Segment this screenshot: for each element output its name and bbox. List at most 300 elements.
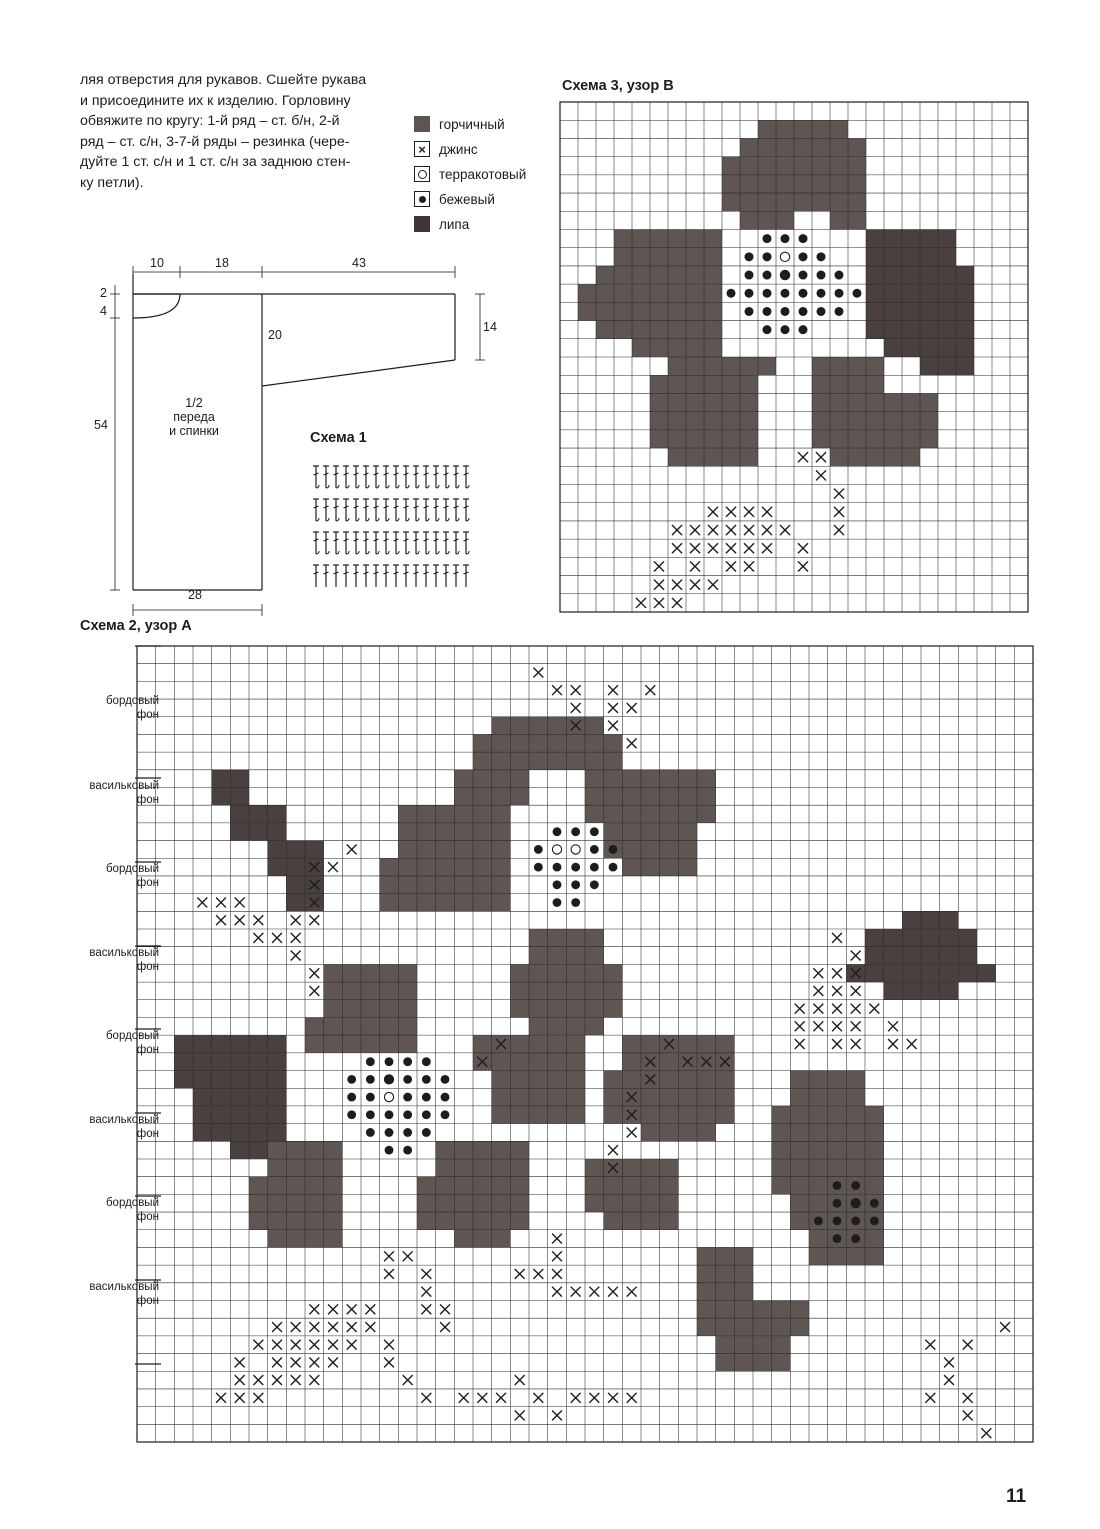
stitch-symbol bbox=[403, 565, 409, 587]
cross-stitch-icon bbox=[813, 1021, 823, 1031]
stitch-symbol bbox=[443, 565, 449, 587]
cross-stitch-icon bbox=[888, 1039, 898, 1049]
cross-stitch-icon bbox=[328, 1304, 338, 1314]
motif-cell-block bbox=[632, 339, 722, 357]
dot-stitch-icon bbox=[835, 271, 844, 280]
dot-stitch-icon bbox=[833, 1234, 842, 1243]
stitch-symbol bbox=[323, 532, 329, 554]
cross-stitch-icon bbox=[291, 1340, 301, 1350]
dim-label: 43 bbox=[352, 256, 366, 270]
stitch-symbol bbox=[363, 532, 369, 554]
cross-stitch-icon bbox=[589, 1287, 599, 1297]
dot-stitch-icon bbox=[422, 1110, 431, 1119]
side-label-line1: васильковый bbox=[89, 780, 159, 792]
cross-stitch-icon bbox=[654, 598, 664, 608]
cross-stitch-icon bbox=[744, 507, 754, 517]
cross-stitch-icon bbox=[816, 452, 826, 462]
cross-stitch-icon bbox=[726, 525, 736, 535]
stitch-symbol bbox=[363, 466, 369, 488]
stitch-symbol bbox=[423, 466, 429, 488]
cross-stitch-icon bbox=[963, 1340, 973, 1350]
cross-stitch-icon bbox=[384, 1251, 394, 1261]
cross-stitch-icon bbox=[328, 1357, 338, 1367]
dot-stitch-icon bbox=[799, 307, 808, 316]
cross-stitch-icon bbox=[869, 1004, 879, 1014]
cross-stitch-icon bbox=[328, 1340, 338, 1350]
cross-stitch-icon bbox=[708, 525, 718, 535]
stitch-symbol bbox=[343, 532, 349, 554]
side-label-line2: фон bbox=[136, 877, 159, 889]
cross-stitch-icon bbox=[813, 986, 823, 996]
motif-cell-block bbox=[454, 1230, 510, 1248]
cross-stitch-icon bbox=[672, 543, 682, 553]
dot-stitch-icon bbox=[366, 1075, 375, 1084]
stitch-symbol bbox=[383, 499, 389, 521]
stitch-symbol bbox=[333, 532, 339, 554]
stitch-symbol bbox=[413, 565, 419, 587]
dim-label: 18 bbox=[215, 256, 229, 270]
stitch-symbol bbox=[463, 499, 469, 521]
stitch-symbol bbox=[323, 565, 329, 587]
cross-stitch-icon bbox=[963, 1393, 973, 1403]
cross-stitch-icon bbox=[365, 1304, 375, 1314]
cross-stitch-icon bbox=[627, 1393, 637, 1403]
cross-stitch-icon bbox=[608, 685, 618, 695]
cross-stitch-icon bbox=[309, 986, 319, 996]
stitch-symbol bbox=[403, 532, 409, 554]
cross-stitch-icon bbox=[309, 1322, 319, 1332]
cross-stitch-icon bbox=[421, 1393, 431, 1403]
side-label-line2: фон bbox=[136, 1044, 159, 1056]
motif-cell-block bbox=[492, 1071, 585, 1124]
motif-cell-block bbox=[249, 1177, 342, 1230]
dot-stitch-icon bbox=[347, 1093, 356, 1102]
stitch-symbol bbox=[353, 565, 359, 587]
cross-stitch-icon bbox=[515, 1411, 525, 1421]
dim-label: 20 bbox=[268, 328, 282, 342]
side-label-line2: фон bbox=[136, 1211, 159, 1223]
motif-cell-block bbox=[585, 770, 716, 823]
cross-stitch-icon bbox=[477, 1393, 487, 1403]
dot-stitch-icon bbox=[609, 863, 618, 872]
legend-label: терракотовый bbox=[439, 166, 527, 182]
dot-stitch-icon bbox=[835, 289, 844, 298]
cross-stitch-icon bbox=[253, 1375, 263, 1385]
stitch-symbol bbox=[463, 565, 469, 587]
dot-stitch-icon bbox=[745, 271, 754, 280]
dot-stitch-icon bbox=[553, 880, 562, 889]
dot-stitch-icon bbox=[366, 1093, 375, 1102]
dot-stitch-icon bbox=[366, 1128, 375, 1137]
cross-stitch-icon bbox=[309, 1304, 319, 1314]
stitch-symbol bbox=[383, 532, 389, 554]
dot-stitch-icon bbox=[422, 1093, 431, 1102]
side-label-line1: васильковый bbox=[89, 1281, 159, 1293]
dim-label: 10 bbox=[150, 256, 164, 270]
motif-cell-block bbox=[884, 339, 974, 357]
cross-stitch-icon bbox=[832, 1021, 842, 1031]
cross-stitch-icon bbox=[672, 598, 682, 608]
piece-label bbox=[164, 396, 224, 438]
dot-stitch-icon bbox=[781, 289, 790, 298]
stitch-symbol bbox=[433, 466, 439, 488]
cross-stitch-icon bbox=[1000, 1322, 1010, 1332]
cross-stitch-icon bbox=[726, 507, 736, 517]
cross-stitch-icon bbox=[851, 986, 861, 996]
intro-line: ку петли). bbox=[80, 174, 144, 191]
cross-stitch-icon bbox=[533, 1393, 543, 1403]
cross-stitch-icon bbox=[944, 1357, 954, 1367]
dot-stitch-icon bbox=[441, 1110, 450, 1119]
stitch-symbol bbox=[393, 499, 399, 521]
cross-stitch-icon bbox=[253, 1393, 263, 1403]
stitch-symbol bbox=[373, 466, 379, 488]
cross-stitch-icon bbox=[708, 543, 718, 553]
stitch-symbol bbox=[313, 532, 319, 554]
cross-stitch-icon bbox=[851, 1004, 861, 1014]
stitch-symbol bbox=[343, 499, 349, 521]
cross-stitch-icon bbox=[654, 580, 664, 590]
dot-stitch-icon bbox=[571, 863, 580, 872]
dot-stitch-icon bbox=[799, 234, 808, 243]
stitch-symbol bbox=[343, 466, 349, 488]
cross-stitch-icon bbox=[440, 1322, 450, 1332]
cross-stitch-icon bbox=[291, 933, 301, 943]
schema2-chart-grid bbox=[137, 646, 1033, 1442]
side-label-line2: фон bbox=[136, 1128, 159, 1140]
side-label-line1: васильковый bbox=[89, 1114, 159, 1126]
stitch-symbol bbox=[453, 499, 459, 521]
schema3-chart-grid bbox=[560, 102, 1028, 612]
cross-stitch-icon bbox=[421, 1269, 431, 1279]
cross-stitch-icon bbox=[440, 1304, 450, 1314]
ring-stitch-icon bbox=[780, 252, 789, 261]
cross-stitch-icon bbox=[421, 1304, 431, 1314]
dot-stitch-icon bbox=[366, 1057, 375, 1066]
cross-stitch-icon bbox=[421, 1287, 431, 1297]
motif-cell-block bbox=[758, 120, 848, 138]
cross-stitch-icon bbox=[798, 561, 808, 571]
cross-stitch-icon bbox=[253, 933, 263, 943]
cross-stitch-icon bbox=[851, 1021, 861, 1031]
cross-stitch-icon bbox=[533, 668, 543, 678]
dot-stitch-icon bbox=[385, 1146, 394, 1155]
motif-cell-block bbox=[585, 1159, 678, 1212]
piece-label-line: переда bbox=[173, 410, 215, 424]
cross-stitch-icon bbox=[795, 1039, 805, 1049]
side-label-line1: бордовый bbox=[105, 1197, 159, 1209]
stitch-symbol bbox=[433, 565, 439, 587]
stitch-symbol bbox=[373, 532, 379, 554]
cross-stitch-icon bbox=[636, 598, 646, 608]
cross-stitch-icon bbox=[690, 561, 700, 571]
cross-stitch-icon bbox=[272, 933, 282, 943]
motif-cell-block bbox=[920, 357, 974, 375]
cross-stitch-icon bbox=[272, 1340, 282, 1350]
cross-stitch-icon bbox=[608, 1393, 618, 1403]
dot-stitch-icon bbox=[781, 234, 790, 243]
cross-stitch-icon bbox=[365, 1322, 375, 1332]
dot-stitch-icon bbox=[590, 845, 599, 854]
stitch-symbol bbox=[333, 499, 339, 521]
cross-stitch-icon bbox=[832, 933, 842, 943]
dot-stitch-icon bbox=[781, 307, 790, 316]
cross-stitch-icon bbox=[672, 580, 682, 590]
motif-cell-block bbox=[596, 321, 722, 339]
dot-stitch-icon bbox=[835, 307, 844, 316]
cross-stitch-icon bbox=[851, 1039, 861, 1049]
dot-stitch-icon bbox=[763, 252, 772, 261]
cross-stitch-icon bbox=[708, 580, 718, 590]
motif-cell-block bbox=[740, 138, 866, 156]
page-number: 11 bbox=[1006, 1486, 1027, 1507]
dot-stitch-icon bbox=[553, 898, 562, 907]
cross-stitch-icon bbox=[813, 968, 823, 978]
cross-stitch-icon bbox=[347, 1322, 357, 1332]
cross-stitch-icon bbox=[744, 543, 754, 553]
cross-stitch-icon bbox=[795, 1004, 805, 1014]
side-label-line2: фон bbox=[136, 1295, 159, 1307]
cross-swatch-icon: × bbox=[414, 141, 430, 157]
cross-stitch-icon bbox=[291, 951, 301, 961]
cross-stitch-icon bbox=[291, 915, 301, 925]
stitch-symbol bbox=[333, 565, 339, 587]
cross-stitch-icon bbox=[347, 844, 357, 854]
grid-lines bbox=[560, 102, 1028, 612]
cross-stitch-icon bbox=[981, 1428, 991, 1438]
cross-stitch-icon bbox=[552, 1269, 562, 1279]
dot-stitch-icon bbox=[745, 252, 754, 261]
cross-stitch-icon bbox=[813, 1004, 823, 1014]
dot-stitch-icon bbox=[814, 1216, 823, 1225]
cross-stitch-icon bbox=[235, 915, 245, 925]
dot-stitch-icon bbox=[441, 1093, 450, 1102]
dot-stitch-icon bbox=[763, 307, 772, 316]
intro-line: ляя отверстия для рукавов. Сшейте рукава bbox=[80, 72, 367, 88]
cross-stitch-icon bbox=[515, 1375, 525, 1385]
side-label-line1: бордовый bbox=[105, 695, 159, 707]
dot-stitch-icon bbox=[553, 827, 562, 836]
dot-stitch-icon bbox=[403, 1128, 412, 1137]
dot-stitch-icon bbox=[870, 1216, 879, 1225]
cross-stitch-icon bbox=[571, 703, 581, 713]
schema3-title: Схема 3, узор В bbox=[562, 78, 674, 94]
cross-stitch-icon bbox=[384, 1269, 394, 1279]
stitch-symbol bbox=[353, 532, 359, 554]
stitch-symbol bbox=[313, 499, 319, 521]
legend-label: горчичный bbox=[439, 116, 505, 132]
ring-stitch-icon bbox=[552, 845, 561, 854]
cross-stitch-icon bbox=[496, 1393, 506, 1403]
cross-stitch-icon bbox=[834, 525, 844, 535]
legend-label: бежевый bbox=[439, 191, 495, 207]
dot-stitch-icon bbox=[403, 1075, 412, 1084]
cross-stitch-icon bbox=[459, 1393, 469, 1403]
cross-stitch-icon bbox=[291, 1322, 301, 1332]
stitch-symbol bbox=[453, 532, 459, 554]
cross-stitch-icon bbox=[608, 721, 618, 731]
stitch-symbol bbox=[393, 565, 399, 587]
intro-line: дуйте 1 ст. с/н и 1 ст. с/н за заднюю стен- bbox=[80, 154, 351, 170]
motif-cell-block bbox=[380, 858, 511, 911]
cross-stitch-icon bbox=[589, 1393, 599, 1403]
stitch-symbol bbox=[403, 499, 409, 521]
dim-label: 14 bbox=[483, 320, 497, 334]
stitch-symbol bbox=[423, 565, 429, 587]
dot-stitch-icon bbox=[745, 289, 754, 298]
stitch-symbol bbox=[313, 466, 319, 488]
stitch-symbol bbox=[463, 532, 469, 554]
cross-stitch-icon bbox=[216, 915, 226, 925]
cross-stitch-icon bbox=[384, 1357, 394, 1367]
cross-stitch-icon bbox=[726, 561, 736, 571]
stitch-symbol bbox=[323, 466, 329, 488]
side-label-line1: бордовый bbox=[105, 863, 159, 875]
stitch-symbol bbox=[423, 499, 429, 521]
cross-stitch-icon bbox=[328, 1322, 338, 1332]
legend-label: липа bbox=[439, 216, 470, 232]
cross-stitch-icon bbox=[571, 685, 581, 695]
cross-stitch-icon bbox=[795, 1021, 805, 1031]
dot-stitch-icon bbox=[833, 1199, 842, 1208]
dot-stitch-icon bbox=[422, 1128, 431, 1137]
side-label-line1: бордовый bbox=[105, 1030, 159, 1042]
dot-stitch-icon bbox=[781, 325, 790, 334]
cross-stitch-icon bbox=[708, 507, 718, 517]
dot-stitch-icon bbox=[745, 307, 754, 316]
stitch-symbol bbox=[423, 532, 429, 554]
cross-stitch-icon bbox=[291, 1357, 301, 1367]
stitch-symbol bbox=[453, 466, 459, 488]
stitch-symbol bbox=[443, 532, 449, 554]
cross-stitch-icon bbox=[832, 986, 842, 996]
cross-stitch-icon bbox=[834, 507, 844, 517]
cross-stitch-icon bbox=[235, 898, 245, 908]
cross-stitch-icon bbox=[832, 1004, 842, 1014]
dim-label: 2 bbox=[100, 286, 107, 300]
cross-stitch-icon bbox=[608, 1145, 618, 1155]
cross-stitch-icon bbox=[235, 1357, 245, 1367]
cross-stitch-icon bbox=[309, 1375, 319, 1385]
dot-stitch-icon bbox=[833, 1181, 842, 1190]
dot-stitch-icon bbox=[763, 234, 772, 243]
cross-stitch-icon bbox=[832, 968, 842, 978]
stitch-symbol bbox=[363, 499, 369, 521]
stitch-symbol bbox=[383, 466, 389, 488]
dot-stitch-icon bbox=[763, 289, 772, 298]
stitch-symbol bbox=[333, 466, 339, 488]
dot-stitch-icon bbox=[763, 271, 772, 280]
cross-stitch-icon bbox=[309, 1340, 319, 1350]
dot-stitch-icon bbox=[799, 271, 808, 280]
motif-cell-block bbox=[193, 1088, 286, 1141]
dot-stitch-icon bbox=[366, 1110, 375, 1119]
cross-stitch-icon bbox=[654, 561, 664, 571]
legend-label: джинс bbox=[439, 141, 478, 157]
dot-stitch-icon bbox=[571, 827, 580, 836]
cross-stitch-icon bbox=[235, 1375, 245, 1385]
cross-stitch-icon bbox=[627, 738, 637, 748]
stitch-symbol bbox=[443, 499, 449, 521]
cross-stitch-icon bbox=[672, 525, 682, 535]
stitch-symbol bbox=[373, 499, 379, 521]
motif-cell-block bbox=[902, 911, 958, 929]
stitch-symbol bbox=[443, 466, 449, 488]
cross-stitch-icon bbox=[627, 703, 637, 713]
cross-stitch-icon bbox=[888, 1021, 898, 1031]
dot-stitch-icon bbox=[347, 1075, 356, 1084]
motif-cell-block bbox=[668, 448, 758, 466]
dot-stitch-icon bbox=[385, 1128, 394, 1137]
dot-stitch-icon bbox=[817, 307, 826, 316]
side-label-line2: фон bbox=[136, 794, 159, 806]
cross-stitch-icon bbox=[272, 1375, 282, 1385]
cross-stitch-icon bbox=[608, 1287, 618, 1297]
dot-stitch-icon bbox=[534, 845, 543, 854]
dot-stitch-icon bbox=[441, 1075, 450, 1084]
cross-stitch-icon bbox=[627, 1127, 637, 1137]
cross-stitch-icon bbox=[571, 1393, 581, 1403]
cross-stitch-icon bbox=[645, 685, 655, 695]
intro-line: обвяжите по кругу: 1-й ряд – ст. б/н, 2-й bbox=[80, 113, 340, 129]
dot-stitch-icon bbox=[609, 845, 618, 854]
dot-stitch-icon bbox=[403, 1110, 412, 1119]
dot-stitch-icon bbox=[817, 271, 826, 280]
cross-stitch-icon bbox=[944, 1375, 954, 1385]
piece-label-line: 1/2 bbox=[185, 396, 203, 410]
cross-stitch-icon bbox=[798, 452, 808, 462]
ring-stitch-icon bbox=[571, 845, 580, 854]
dot-stitch-icon bbox=[571, 880, 580, 889]
dot-stitch-icon bbox=[590, 827, 599, 836]
motif-cell-block bbox=[604, 1071, 735, 1124]
cross-stitch-icon bbox=[608, 703, 618, 713]
dot-stitch-icon bbox=[571, 898, 580, 907]
cross-stitch-icon bbox=[744, 525, 754, 535]
cross-stitch-icon bbox=[690, 543, 700, 553]
cross-stitch-icon bbox=[744, 561, 754, 571]
cross-stitch-icon bbox=[384, 1340, 394, 1350]
cross-stitch-icon bbox=[907, 1039, 917, 1049]
motif-cell-block bbox=[697, 1247, 753, 1300]
cross-stitch-icon bbox=[291, 1375, 301, 1385]
piece-label-line: и спинки bbox=[169, 424, 219, 438]
stitch-symbol bbox=[373, 565, 379, 587]
side-label-line2: фон bbox=[136, 961, 159, 973]
cross-stitch-icon bbox=[347, 1340, 357, 1350]
stitch-symbol bbox=[323, 499, 329, 521]
dot-stitch-icon bbox=[403, 1146, 412, 1155]
motif-cell-block bbox=[324, 964, 417, 1017]
stitch-symbol bbox=[413, 499, 419, 521]
cross-stitch-icon bbox=[851, 951, 861, 961]
dim-label: 54 bbox=[94, 418, 108, 432]
cross-stitch-icon bbox=[515, 1269, 525, 1279]
cross-stitch-icon bbox=[253, 1340, 263, 1350]
cross-stitch-icon bbox=[328, 862, 338, 872]
dot-stitch-icon bbox=[853, 289, 862, 298]
cross-stitch-icon bbox=[762, 543, 772, 553]
ring-stitch-icon bbox=[384, 1092, 393, 1101]
stitch-symbol bbox=[393, 532, 399, 554]
intro-line: и присоедините их к изделию. Горловину bbox=[80, 92, 351, 109]
cross-stitch-icon bbox=[925, 1340, 935, 1350]
stitch-symbol bbox=[463, 466, 469, 488]
dot-stitch-icon bbox=[403, 1093, 412, 1102]
stitch-symbol bbox=[403, 466, 409, 488]
dot-stitch-icon bbox=[422, 1057, 431, 1066]
stitch-symbol bbox=[353, 466, 359, 488]
